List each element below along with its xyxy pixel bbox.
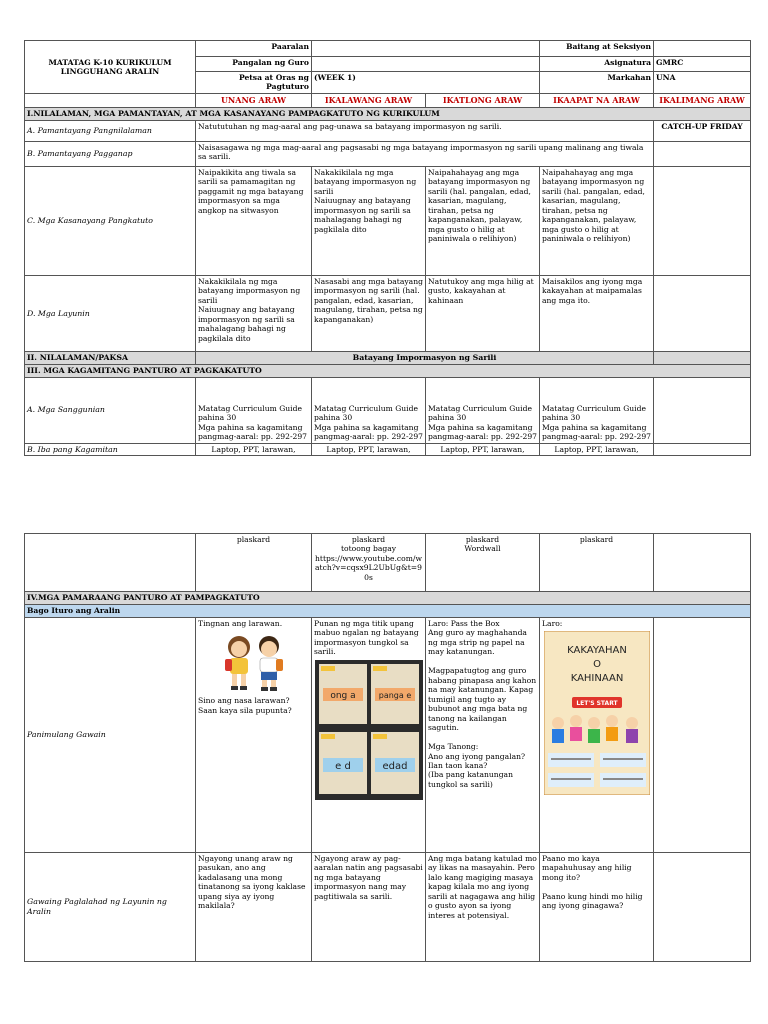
field-value-week[interactable]: (WEEK 1) [312,72,540,94]
field-label-baitang: Baitang at Seksiyon [540,41,654,57]
panimula-day1-questions: Sino ang nasa larawan? Saan kaya sila pupunta? [198,696,292,715]
row-label-paglalahad-ng-layunin: Gawaing Paglalahad ng Layunin ng Aralin [25,852,196,961]
layunin-day5 [654,276,751,352]
bago-ituro-heading: Bago Ituro ang Aralin [25,604,751,617]
materials-day5 [654,534,751,592]
field-label-pangalan: Pangalan ng Guro [196,57,312,72]
materials-day4: plaskard [540,534,654,592]
section-heading-3: III. MGA KAGAMITANG PANTURO AT PAGKAKATUTO [25,364,751,377]
materials-label-cell [25,534,196,592]
row-label-pamantayang-pagganap: B. Pamantayang Pagganap [25,142,196,167]
panimula-day2-instruction: Punan ng mga titik upang mabuo ngalan ng batayang impormasyon tungkol sa sarili. [314,618,419,657]
pamantayang-pangnilalaman-text: Natututuhan ng mag-aaral ang pag-unawa sa batayang impormasyon ng sarili. [196,121,654,142]
field-label-paaralan: Paaralan [196,41,312,57]
field-label-markahan: Markahan [540,72,654,94]
section-heading-2: II. NILALAMAN/PAKSA [25,352,196,365]
kasanayan-day1: Naipakikita ang tiwala sa sarili sa pamamagitan ng paggamit ng mga batayang impormasyon sa mga angkop na sitwasyon [196,167,312,276]
lesson-plan-table-top [24,40,751,456]
topic-title: Batayang Impormasyon ng Sarili [196,352,654,365]
pagganap-day5-cell [654,142,751,167]
paglalahad-day2: Ngayong araw ay pag-aaralan natin ang pagsasabi ng mga batayang impormasyon nang may pagtitiwala sa sarili. [312,852,426,961]
kasanayan-day3: Naipahahayag ang mga batayang impormasyon ng sarili (hal. pangalan, edad, kasarian, magulang, tirahan, petsa ng kapanganakan, palayaw, mga gusto o hilig at paniniwala o relihiyon) [426,167,540,276]
panimula-day4 [540,617,654,852]
kagamitan-day4: Laptop, PPT, larawan, [540,443,654,456]
poster-title-line2: O [592,659,601,671]
row-label-kasanayang-pangkatuto: C. Mga Kasanayang Pangkatuto [25,167,196,276]
poster-start-button: LET'S START [575,700,618,708]
day-header-3: IKATLONG ARAW [426,94,540,108]
field-value-pangalan[interactable] [312,57,540,72]
card-word-1: ong a [329,690,356,701]
panimula-day3: Laro: Pass the Box Ang guro ay maghahanda ng mga strip ng papel na may katanungan. Magpapatugtog ang guro habang pinapasa ang kahon na may katanungan. Kapag tumigil ang tugto ay bubunot ang mga bata ng tanong na kailangan sagutin. Mga Tanong: Ano ang iyong pangalan? Ilan taon kana? (Iba pang katanungan tungkol sa sarili) [426,617,540,852]
field-value-baitang[interactable] [654,41,751,57]
day-header-4: IKAAPAT NA ARAW [540,94,654,108]
field-label-petsa: Petsa at Oras ng Pagtuturo [196,72,312,94]
row-label-mga-sanggunian: A. Mga Sanggunian [25,377,196,443]
layunin-day2: Nasasabi ang mga batayang impormasyon ng sarili (hal. pangalan, edad, kasarian, magulang, tirahan, petsa ng kapanganakan) [312,276,426,352]
paglalahad-day1: Ngayong unang araw ng pasukan, ano ang kadalasang una mong tinatanong sa iyong kaklase upang siya ay iyong makilala? [196,852,312,961]
day-header-5: IKALIMANG ARAW [654,94,751,108]
kagamitan-day2: Laptop, PPT, larawan, [312,443,426,456]
sanggunian-day5 [654,377,751,443]
paglalahad-day5 [654,852,751,961]
section-heading-1: I.NILALAMAN, MGA PAMANTAYAN, AT MGA KASANAYANG PAMPAGKATUTO NG KURIKULUM [25,108,751,121]
field-value-markahan[interactable]: UNA [654,72,751,94]
sanggunian-day4: Matatag Curriculum Guide pahina 30 Mga pahina sa kagamitang pangmag-aaral: pp. 292-297 [540,377,654,443]
row-label-pamantayang-pangnilalaman: A. Pamantayang Pangnilalaman [25,121,196,142]
document-title: MATATAG K-10 KURIKULUM LINGGUHANG ARALIN [25,41,196,94]
card-word-3: e d [334,760,351,772]
kakayahan-kahinaan-game-poster [544,631,650,795]
topic-day5-cell [654,352,751,365]
panimula-day5 [654,617,751,852]
kasanayan-day5 [654,167,751,276]
materials-day1: plaskard [196,534,312,592]
card-word-4: edad [382,760,407,772]
day-header-2: IKALAWANG ARAW [312,94,426,108]
kagamitan-day1: Laptop, PPT, larawan, [196,443,312,456]
row-label-iba-pang-kagamitan: B. Iba pang Kagamitan [25,443,196,456]
lesson-plan-table-bottom [24,533,751,962]
layunin-day4: Maisakilos ang iyong mga kakayahan at maipamalas ang mga ito. [540,276,654,352]
field-label-asignatura: Asignatura [540,57,654,72]
materials-day2: plaskard totoong bagay https://www.youtube.com/watch?v=cqsx9L2UbUg&t=90s [312,534,426,592]
layunin-day1: Nakakikilala ng mga batayang impormasyon ng sarili Naiuugnay ang batayang impormasyon ng sarili sa mahalagang bahagi ng pagkilala dito [196,276,312,352]
day-header-empty [25,94,196,108]
section-heading-4: IV.MGA PAMARAANG PANTURO AT PAMPAGKATUTO [25,592,751,605]
card-word-2: panga e [378,690,411,700]
row-label-panimulang-gawain: Panimulang Gawain [25,617,196,852]
row-label-mga-layunin: D. Mga Layunin [25,276,196,352]
kasanayan-day4: Naipahahayag ang mga batayang impormasyon ng sarili (hal. pangalan, edad, kasarian, magulang, tirahan, petsa ng kapanganakan, palayaw, mga gusto o hilig at paniniwala o relihiyon) [540,167,654,276]
sanggunian-day1: Matatag Curriculum Guide pahina 30 Mga pahina sa kagamitang pangmag-aaral: pp. 292-297 [196,377,312,443]
panimula-day1 [196,617,312,852]
layunin-day3: Natutukoy ang mga hilig at gusto, kakayahan at kahinaan [426,276,540,352]
field-value-asignatura[interactable]: GMRC [654,57,751,72]
materials-day3: plaskard Wordwall [426,534,540,592]
paglalahad-day3: Ang mga batang katulad mo ay likas na masayahin. Pero lalo kang magiging masaya kapag kilala mo ang iyong sarili at nagagawa ang hilig o gusto ayon sa iyong interes at potensiyal. [426,852,540,961]
panimula-day2 [312,617,426,852]
day-header-1: UNANG ARAW [196,94,312,108]
pamantayang-pagganap-text: Naisasagawa ng mga mag-aaral ang pagsasabi ng mga batayang impormasyon ng sarili upang malinang ang tiwala sa sarili. [196,142,654,167]
poster-title-line3: KAHINAAN [570,673,623,685]
catch-up-friday-label: CATCH-UP FRIDAY [654,121,751,142]
word-completion-cards-illustration [315,660,423,800]
panimula-day4-instruction: Laro: [542,618,563,628]
panimula-day1-instruction: Tingnan ang larawan. [198,618,283,628]
kasanayan-day2: Nakakikilala ng mga batayang impormasyon ng sarili Naiuugnay ang batayang impormasyon ng sarili sa mahalagang bahagi ng pagkilala dito [312,167,426,276]
kagamitan-day3: Laptop, PPT, larawan, [426,443,540,456]
sanggunian-day2: Matatag Curriculum Guide pahina 30 Mga pahina sa kagamitang pangmag-aaral: pp. 292-297 [312,377,426,443]
field-value-paaralan[interactable] [312,41,540,57]
poster-title-line1: KAKAYAHAN [566,645,627,657]
paglalahad-day4: Paano mo kaya mapahuhusay ang hilig mong ito? Paano kung hindi mo hilig ang iyong ginagawa? [540,852,654,961]
sanggunian-day3: Matatag Curriculum Guide pahina 30 Mga pahina sa kagamitang pangmag-aaral: pp. 292-297 [426,377,540,443]
kagamitan-day5 [654,443,751,456]
children-going-to-school-illustration [215,631,293,693]
